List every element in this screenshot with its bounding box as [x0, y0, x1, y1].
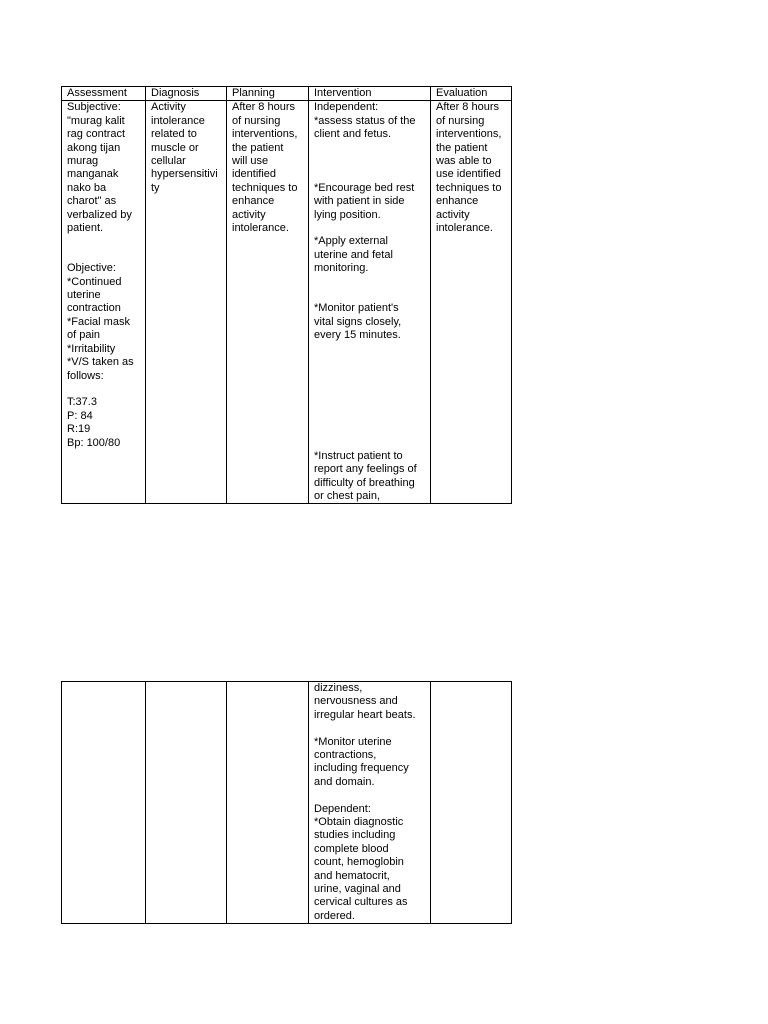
intervention-line: difficulty of breathing [314, 476, 415, 489]
intervention-line: and hematocrit, [314, 869, 390, 882]
intervention-line: dizziness, [314, 682, 363, 694]
diagnosis-line: related to [151, 128, 197, 141]
subjective-line: murag [67, 155, 99, 168]
diagnosis-line: hypersensitivi [151, 168, 218, 181]
intervention-line: *Encourage bed rest [314, 181, 415, 194]
planning-line: activity [232, 208, 266, 221]
header-row [62, 87, 512, 101]
diagnosis-line: cellular [151, 155, 186, 168]
care-plan-table-page-2 [61, 681, 512, 924]
vital-signs-block [67, 396, 140, 450]
evaluation-line: interventions, [436, 128, 502, 141]
intervention-line: *Instruct patient to [314, 449, 403, 462]
intervention-line: urine, vaginal and [314, 883, 401, 896]
planning-line: the patient [232, 141, 284, 154]
evaluation-line: intolerance. [436, 222, 493, 235]
subjective-block [67, 101, 140, 235]
intervention-line: cervical cultures as [314, 896, 408, 909]
care-plan-table-page-1 [61, 86, 512, 504]
objective-block [67, 262, 140, 383]
diagnosis-cell-continued [146, 682, 227, 924]
planning-line: identified [232, 168, 277, 181]
planning-line: of nursing [232, 114, 281, 127]
evaluation-line: of nursing [436, 114, 485, 127]
intervention-line: vital signs closely, [314, 315, 402, 328]
header-diagnosis: Diagnosis [146, 87, 227, 101]
planning-line: intolerance. [232, 222, 289, 235]
diagnosis-cell [146, 101, 227, 504]
planning-line: After 8 hours [232, 101, 295, 114]
intervention-line: *assess status of the [314, 114, 416, 127]
intervention-line: client and fetus. [314, 128, 392, 141]
intervention-line: complete blood [314, 842, 389, 855]
intervention-dependent [314, 803, 425, 924]
header-intervention: Intervention [309, 87, 431, 101]
objective-line: *Continued [67, 275, 122, 288]
intervention-line: monitoring. [314, 262, 369, 275]
intervention-line: report any feelings of [314, 463, 417, 476]
subjective-line: nako ba [67, 181, 107, 194]
intervention-line: *Monitor uterine [314, 735, 392, 748]
header-assessment: Assessment [62, 87, 146, 101]
continued-row [62, 682, 512, 924]
planning-line: will use [232, 155, 269, 168]
intervention-line: count, hemoglobin [314, 856, 404, 869]
intervention-line: Independent: [314, 101, 379, 114]
intervention-line: *Apply external [314, 235, 388, 248]
header-planning: Planning [227, 87, 309, 101]
vital-sign-pulse: P: 84 [67, 409, 93, 422]
evaluation-line: After 8 hours [436, 101, 499, 114]
evaluation-cell-continued [431, 682, 512, 924]
diagnosis-line: ty [151, 181, 160, 194]
subjective-line: verbalized by [67, 208, 132, 221]
diagnosis-line: muscle or [151, 141, 199, 154]
subjective-line: akong tijan [67, 141, 121, 154]
intervention-line: lying position. [314, 208, 381, 221]
vital-sign-temperature: T:37.3 [67, 396, 97, 409]
intervention-line: every 15 minutes. [314, 329, 401, 342]
intervention-line: studies including [314, 829, 396, 842]
evaluation-line: techniques to [436, 181, 502, 194]
header-evaluation: Evaluation [431, 87, 512, 101]
vital-sign-blood-pressure: Bp: 100/80 [67, 436, 121, 449]
intervention-line: including frequency [314, 762, 409, 775]
intervention-line: and domain. [314, 775, 375, 788]
objective-line: *Irritability [67, 342, 116, 355]
intervention-line: nervousness and [314, 695, 398, 708]
intervention-continued-text [314, 682, 425, 722]
objective-line: follows: [67, 369, 104, 382]
objective-line: *Facial mask [67, 315, 130, 328]
planning-line: techniques to [232, 181, 298, 194]
planning-line: interventions, [232, 128, 298, 141]
intervention-line: irregular heart beats. [314, 708, 416, 721]
objective-line: *V/S taken as [67, 356, 134, 369]
intervention-line: or chest pain, [314, 489, 381, 502]
planning-cell-continued [227, 682, 309, 924]
assessment-cell [62, 101, 146, 504]
subjective-line: rag contract [67, 128, 126, 141]
objective-line: uterine [67, 289, 101, 302]
diagnosis-line: intolerance [151, 114, 205, 127]
intervention-cell-continued [309, 682, 431, 924]
planning-line: enhance [232, 195, 275, 208]
subjective-line: patient. [67, 222, 104, 235]
evaluation-line: enhance [436, 195, 479, 208]
intervention-line: ordered. [314, 909, 355, 922]
vital-sign-respiration: R:19 [67, 423, 91, 436]
intervention-cell [309, 101, 431, 504]
intervention-fetal-monitoring [314, 235, 425, 275]
planning-cell [227, 101, 309, 504]
subjective-line: "murag kalit [67, 114, 125, 127]
subjective-line: Subjective: [67, 101, 121, 114]
intervention-bed-rest [314, 182, 425, 222]
evaluation-cell [431, 101, 512, 504]
diagnosis-line: Activity [151, 101, 186, 114]
intervention-uterine-contractions [314, 736, 425, 790]
intervention-vital-signs [314, 302, 425, 342]
intervention-line: uterine and fetal [314, 248, 393, 261]
intervention-independent [314, 101, 425, 141]
subjective-line: charot" as [67, 195, 117, 208]
subjective-line: manganak [67, 168, 119, 181]
intervention-instruct [314, 450, 425, 504]
objective-line: of pain [67, 329, 101, 342]
evaluation-line: activity [436, 208, 470, 221]
intervention-line: contractions, [314, 749, 377, 762]
intervention-line: with patient in side [314, 195, 405, 208]
intervention-line: *Monitor patient's [314, 302, 399, 315]
evaluation-line: was able to [436, 155, 492, 168]
objective-line: contraction [67, 302, 121, 315]
evaluation-line: use identified [436, 168, 501, 181]
objective-line: Objective: [67, 262, 116, 275]
intervention-line: Dependent: [314, 802, 371, 815]
intervention-line: *Obtain diagnostic [314, 816, 404, 829]
content-row [62, 101, 512, 504]
assessment-cell-continued [62, 682, 146, 924]
evaluation-line: the patient [436, 141, 488, 154]
